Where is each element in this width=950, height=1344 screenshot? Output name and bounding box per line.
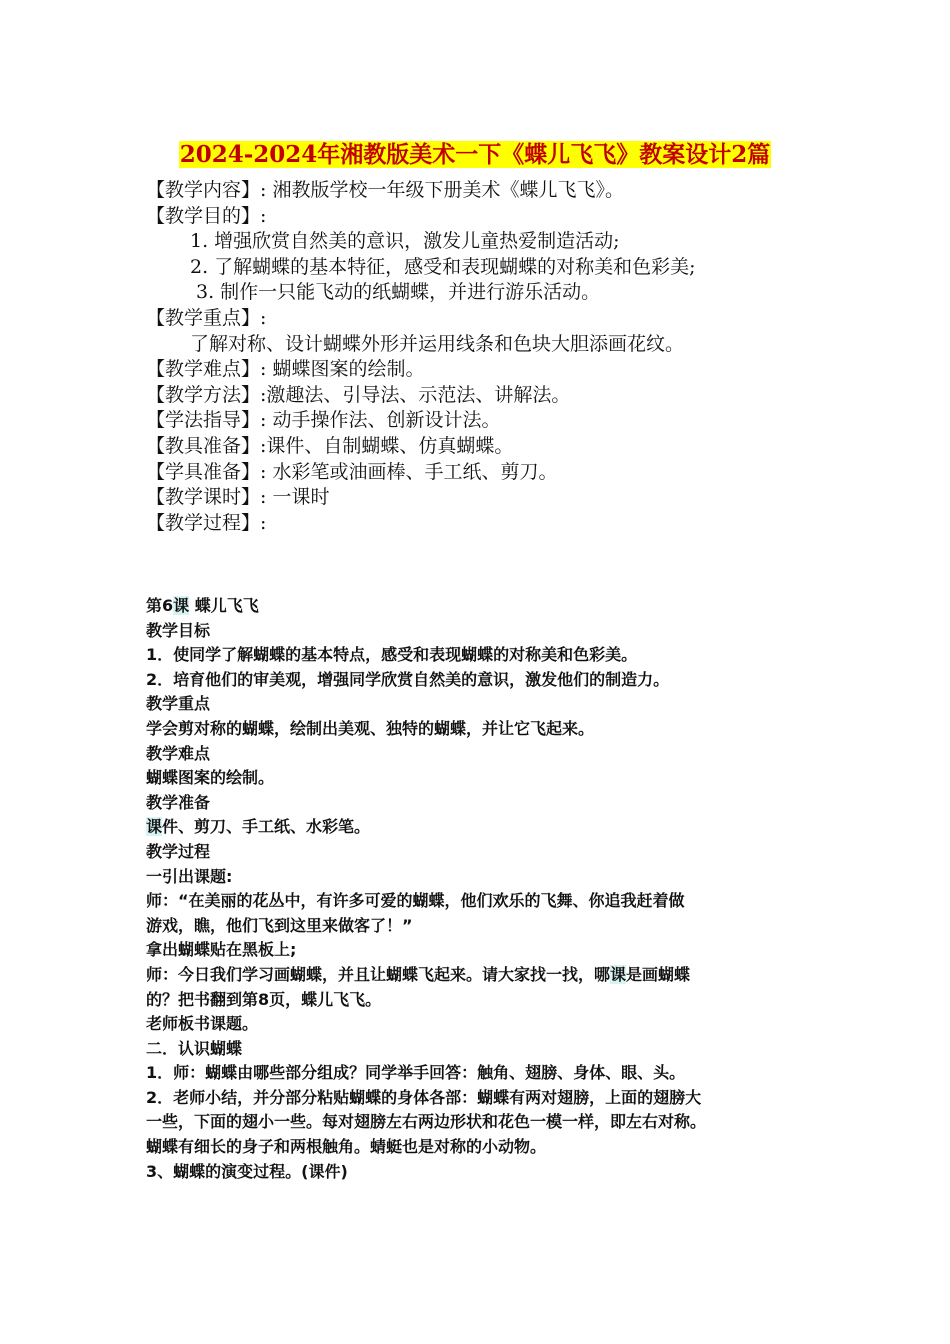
paragraph-line: 游戏，瞧，他们飞到这里来做客了！” xyxy=(146,915,413,935)
goals-heading: 教学目标 xyxy=(146,620,211,640)
student-tools-line: 【学具准备】: 水彩笔或油画棒、手工纸、剪刀。 xyxy=(146,460,558,483)
paragraph-line: 的？把书翻到第8页，蝶儿飞飞。 xyxy=(146,989,382,1009)
goal-item: 2. 了解蝴蝶的基本特征，感受和表现蝴蝶的对称美和色彩美; xyxy=(190,255,696,278)
process-heading: 教学过程 xyxy=(146,841,211,861)
highlighted-word: 课 xyxy=(173,596,190,615)
paragraph-line: 师：今日我们学习画蝴蝶，并且让蝴蝶飞起来。请大家找一找，哪课是画蝴蝶 xyxy=(146,964,691,984)
lesson-title: 第6课 蝶儿飞飞 xyxy=(146,596,259,615)
key-text: 了解对称、设计蝴蝶外形并运用线条和色块大胆添画花纹。 xyxy=(190,332,685,355)
highlighted-word: 课 xyxy=(146,817,163,837)
lesson-plan xyxy=(146,594,826,1184)
hours-line: 【教学课时】: 一课时 xyxy=(146,486,330,509)
paragraph-line: 一些，下面的翅小一些。每对翅膀左右两边形状和花色一模一样，即左右对称。 xyxy=(146,1112,707,1132)
intro-heading: 一引出课题: xyxy=(146,866,233,886)
goal-item: 3. 制作一只能飞动的纸蝴蝶，并进行游乐活动。 xyxy=(196,281,601,304)
goal-item: 1．使同学了解蝴蝶的基本特点，感受和表现蝴蝶的对称美和色彩美。 xyxy=(146,645,638,665)
method-line: 【教学方法】:激趣法、引导法、示范法、讲解法。 xyxy=(146,383,571,406)
part2-heading: 二．认识蝴蝶 xyxy=(146,1038,243,1058)
key-text: 学会剪对称的蝴蝶，绘制出美观、独特的蝴蝶，并让它飞起来。 xyxy=(146,718,595,738)
paragraph-line: 师：“在美丽的花丛中，有许多可爱的蝴蝶，他们欢乐的飞舞、你追我赶着做 xyxy=(146,891,685,911)
study-line: 【学法指导】: 动手操作法、创新设计法。 xyxy=(146,409,501,432)
paragraph-line: 1．师：蝴蝶由哪些部分组成？同学举手回答：触角、翅膀、身体、眼、头。 xyxy=(146,1063,686,1083)
process-label: 【教学过程】: xyxy=(146,511,267,534)
difficulty-heading: 教学难点 xyxy=(146,743,211,763)
paragraph-line: 拿出蝴蝶贴在黑板上; xyxy=(146,940,297,960)
paragraph-line: 老师板书课题。 xyxy=(146,1014,259,1034)
difficulty-line: 【教学难点】: 蝴蝶图案的绘制。 xyxy=(146,358,425,381)
paragraph-line: 3、蝴蝶的演变过程。(课件) xyxy=(146,1161,348,1181)
lesson-outline xyxy=(146,178,826,536)
highlighted-word: 课 xyxy=(610,964,627,984)
document-title xyxy=(0,136,950,169)
goal-item: 2．培育他们的审美观，增强同学欣赏自然美的意识，激发他们的制造力。 xyxy=(146,669,670,689)
prep-heading: 教学准备 xyxy=(146,792,211,812)
tools-line: 【教具准备】:课件、自制蝴蝶、仿真蝴蝶。 xyxy=(146,434,514,457)
prep-text: 课件、剪刀、手工纸、水彩笔。 xyxy=(146,817,371,837)
goal-item: 1. 增强欣赏自然美的意识，激发儿童热爱制造活动; xyxy=(190,230,620,253)
title-text: 2024-2024年湘教版美术一下《蝶儿飞飞》教案设计2篇 xyxy=(179,141,771,168)
paragraph-line: 蝴蝶有细长的身子和两根触角。蜻蜓也是对称的小动物。 xyxy=(146,1137,547,1157)
key-label: 【教学重点】: xyxy=(146,306,267,329)
paragraph-line: 2．老师小结，并分部分粘贴蝴蝶的身体各部：蝴蝶有两对翅膀，上面的翅膀大 xyxy=(146,1087,702,1107)
difficulty-text: 蝴蝶图案的绘制。 xyxy=(146,768,275,788)
key-heading: 教学重点 xyxy=(146,694,211,714)
goals-label: 【教学目的】: xyxy=(146,204,267,227)
content-line: 【教学内容】: 湘教版学校一年级下册美术《蝶儿飞飞》。 xyxy=(146,179,624,201)
